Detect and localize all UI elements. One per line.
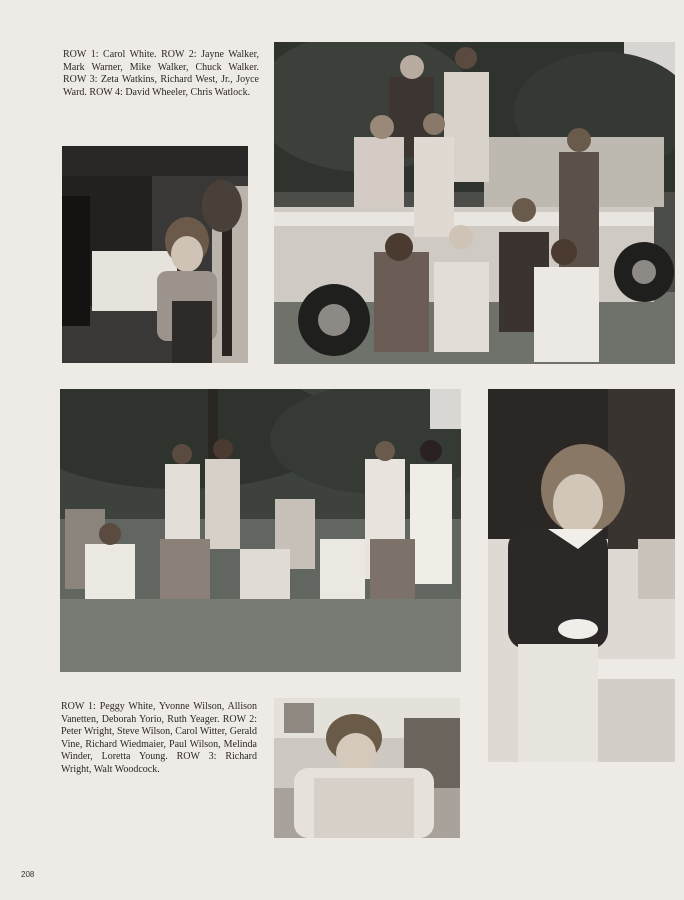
page-number: 208 — [21, 870, 35, 879]
photo-student-reading — [62, 146, 248, 363]
photo-group-on-grass — [60, 389, 461, 672]
photo-student-at-counter — [488, 389, 675, 762]
caption-bottom-group: ROW 1: Peggy White, Yvonne Wilson, Allison Vanetten, Deborah Yorio, Ruth Yeager. ROW 2: Peter Wright, Steve Wilson, Carol Witter, Gerald Vine, Richard Wiedmaier, Paul Wilson, Melinda Winder, Loretta Young. ROW 3: Richard Wright, Walt Woodcock. — [61, 701, 257, 775]
caption-top-group: ROW 1: Carol White. ROW 2: Jayne Walker, Mark Warner, Mike Walker, Chuck Walker. ROW 3: Zeta Watkins, Richard West, Jr., Joyce Ward. ROW 4: David Wheeler, Chris Watlock. — [63, 49, 259, 98]
photo-group-on-truck — [274, 42, 675, 364]
photo-student-at-desk — [274, 698, 460, 838]
